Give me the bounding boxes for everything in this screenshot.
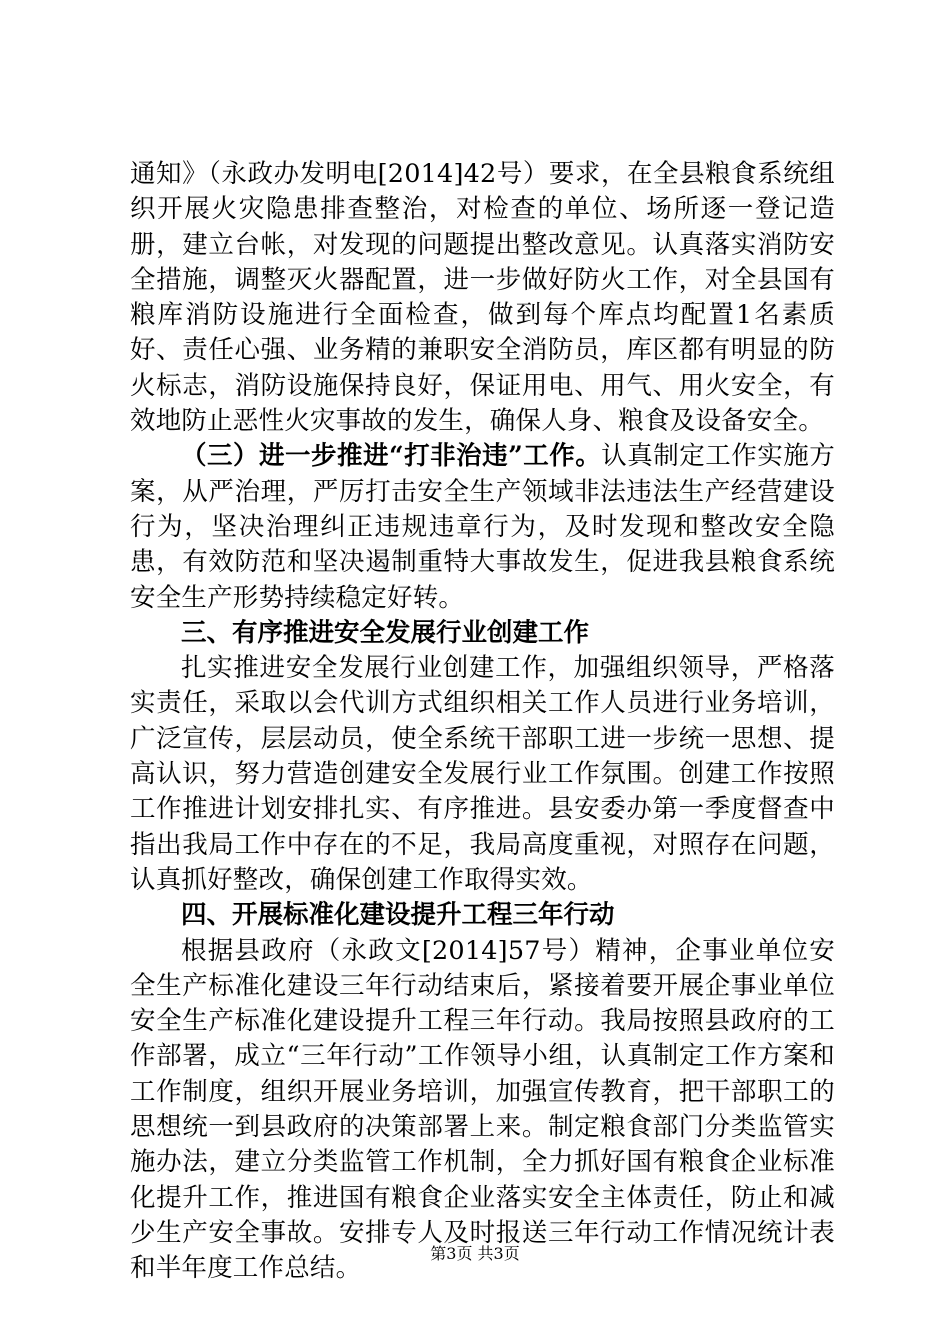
page-number-footer: 第3页 共3页 xyxy=(430,1244,520,1263)
section-heading-3: 三、有序推进安全发展行业创建工作 xyxy=(181,617,590,648)
paragraph-fire-safety: 通知》（永政办发明电[2014]42号）要求，在全县粮食系统组织开展火灾隐患排查整治，对检查的单位、场所逐一登记造册，建立台帐，对发现的问题提出整改意见。认真落实消防安全措施，调整灭火器配置，进一步做好防火工作，对全县国有粮库消防设施进行全面检查，做到每个库点均配置1名素质好、责任心强、业务精的兼职安全消防员，库区都有明显的防火标志，消防设施保持良好，保证用电、用气、用火安全，有效地防止恶性火灾事故的发生，确保人身、粮食及设备安全。 xyxy=(130,159,835,437)
paragraph-crackdown-text: 认真制定工作实施方案，从严治理，严厉打击安全生产领域非法违法生产经营建设行为，坚决治理纠正违规违章行为，及时发现和整改安全隐患，有效防范和坚决遏制重特大事故发生，促进我县粮食系统安全生产形势持续稳定好转。 xyxy=(130,441,835,613)
paragraph-crackdown xyxy=(130,439,835,615)
paragraph-standardization: 根据县政府（永政文[2014]57号）精神，企事业单位安全生产标准化建设三年行动结束后，紧接着要开展企事业单位安全生产标准化建设提升工程三年行动。我局按照县政府的工作部署，成立“三年行动”工作领导小组，认真制定工作方案和工作制度，组织开展业务培训，加强宣传教育，把干部职工的思想统一到县政府的决策部署上来。制定粮食部门分类监管实施办法，建立分类监管工作机制，全力抓好国有粮食企业标准化提升工作，推进国有粮食企业落实安全主体责任，防止和减少生产安全事故。安排专人及时报送三年行动工作情况统计表和半年度工作总结。 xyxy=(130,935,835,1284)
section-heading-4: 四、开展标准化建设提升工程三年行动 xyxy=(181,900,615,931)
document-body xyxy=(130,157,835,1287)
paragraph-industry-creation: 扎实推进安全发展行业创建工作，加强组织领导，严格落实责任，采取以会代训方式组织相关工作人员进行业务培训，广泛宣传，层层动员，使全系统干部职工进一步统一思想、提高认识，努力营造创建安全发展行业工作氛围。创建工作按照工作推进计划安排扎实、有序推进。县安委办第一季度督查中指出我局工作中存在的不足，我局高度重视，对照存在问题，认真抓好整改，确保创建工作取得实效。 xyxy=(130,653,835,895)
subheading-crackdown: （三）进一步推进“打非治违”工作。 xyxy=(181,441,602,472)
